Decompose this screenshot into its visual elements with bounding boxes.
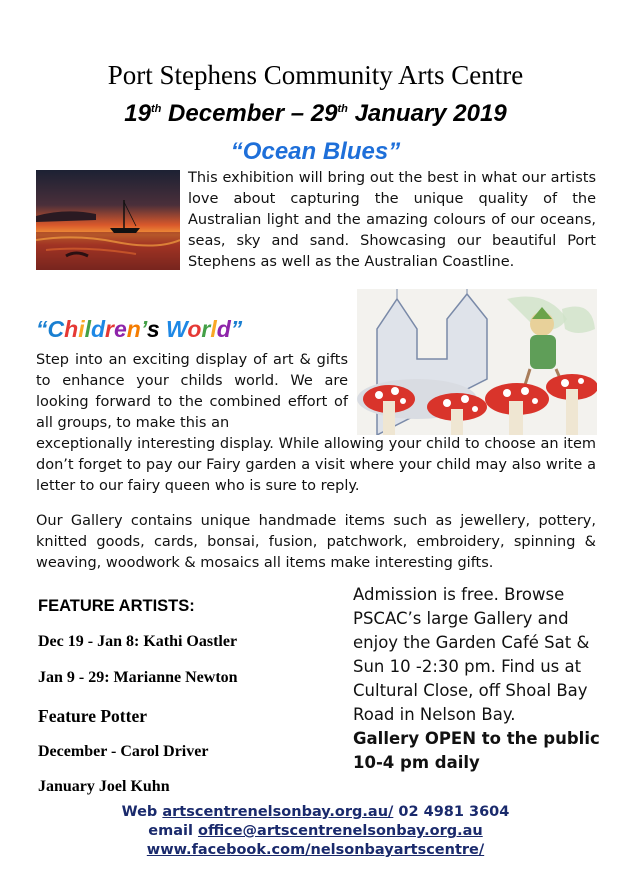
title-letter: i	[78, 316, 85, 342]
contact-facebook-line	[0, 842, 631, 858]
ocean-blues-description: This exhibition will bring out the best in what our artists love about capturing the unique quality of the Australian light and the amazing colours of our oceans, seas, sky and sand. Showcasing our beautiful Port Stephens as well as the Australian Coastline.	[188, 170, 596, 270]
feature-artists-heading: FEATURE ARTISTS:	[38, 597, 195, 615]
title-letter: ”	[230, 316, 243, 342]
page-title: Port Stephens Community Arts Centre	[107, 60, 524, 90]
title-letter: W	[166, 316, 188, 342]
gallery-description: Our Gallery contains unique handmade items such as jewellery, pottery, knitted goods, cards, bonsai, fusion, patchwork, embroidery, spinning & weaving, woodwork & mosaics all items make interesting gifts.	[36, 513, 596, 571]
gallery-hours: Gallery OPEN to the public 10-4 pm daily	[353, 729, 600, 772]
admission-text: Admission is free. Browse PSCAC’s large Gallery and enjoy the Garden Café Sat & Sun 10 -2:30 pm. Find us at Cultural Close, off Shoal Bay Road in Nelson Bay.	[353, 585, 590, 724]
title-letter: C	[47, 316, 65, 342]
contact-web-line	[0, 804, 631, 820]
fairy-castle-painting	[357, 289, 597, 435]
start-day-suffix: th	[151, 103, 162, 115]
title-letter: h	[64, 316, 79, 342]
exhibition-title: “Ocean Blues”	[230, 138, 401, 165]
childrens-world-title	[36, 316, 242, 343]
feature-artist-1: Dec 19 - Jan 8: Kathi Oastler	[38, 633, 238, 650]
facebook-link[interactable]: www.facebook.com/nelsonbayartscentre/	[146, 842, 485, 858]
sunset-boat-painting	[36, 170, 180, 270]
admission-info	[353, 583, 603, 775]
title-letter: n	[126, 316, 141, 342]
title-letter: ’	[140, 316, 147, 342]
exhibition-dates	[0, 100, 631, 128]
dates-middle: December –	[161, 100, 311, 127]
feature-potter-1: December - Carol Driver	[38, 743, 209, 760]
childrens-world-description-top: Step into an exciting display of art & gifts to enhance your childs world. We are looking forward to the combined effort of all groups, to make this an	[36, 352, 348, 431]
title-letter: o	[187, 316, 202, 342]
title-letter: r	[201, 316, 211, 342]
contact-email-line	[0, 823, 631, 839]
website-link[interactable]: artscentrenelsonbay.org.au/	[162, 804, 394, 820]
start-day: 19	[124, 100, 151, 127]
dates-end: January 2019	[347, 100, 507, 127]
title-letter: d	[216, 316, 231, 342]
web-label: Web	[121, 804, 163, 820]
email-label: email	[148, 823, 198, 839]
title-letter: l	[84, 316, 91, 342]
title-letter: e	[113, 316, 127, 342]
email-link[interactable]: office@artscentrenelsonbay.org.au	[197, 823, 483, 839]
feature-potter-heading: Feature Potter	[38, 706, 147, 726]
phone-number: 02 4981 3604	[393, 804, 510, 820]
title-letter: s	[146, 316, 160, 342]
title-letter: d	[90, 316, 106, 342]
feature-potter-2: January Joel Kuhn	[38, 778, 170, 795]
end-day-suffix: th	[337, 103, 348, 115]
title-letter: “	[36, 316, 48, 342]
end-day: 29	[310, 100, 338, 127]
childrens-world-description-bottom: exceptionally interesting display. While allowing your child to choose an item don’t forget to pay our Fairy garden a visit where your child may also write a letter to our fairy queen who is sure to reply.	[36, 436, 596, 494]
title-letter: r	[105, 316, 114, 342]
feature-artist-2: Jan 9 - 29: Marianne Newton	[38, 669, 238, 686]
title-letter: l	[210, 316, 217, 342]
